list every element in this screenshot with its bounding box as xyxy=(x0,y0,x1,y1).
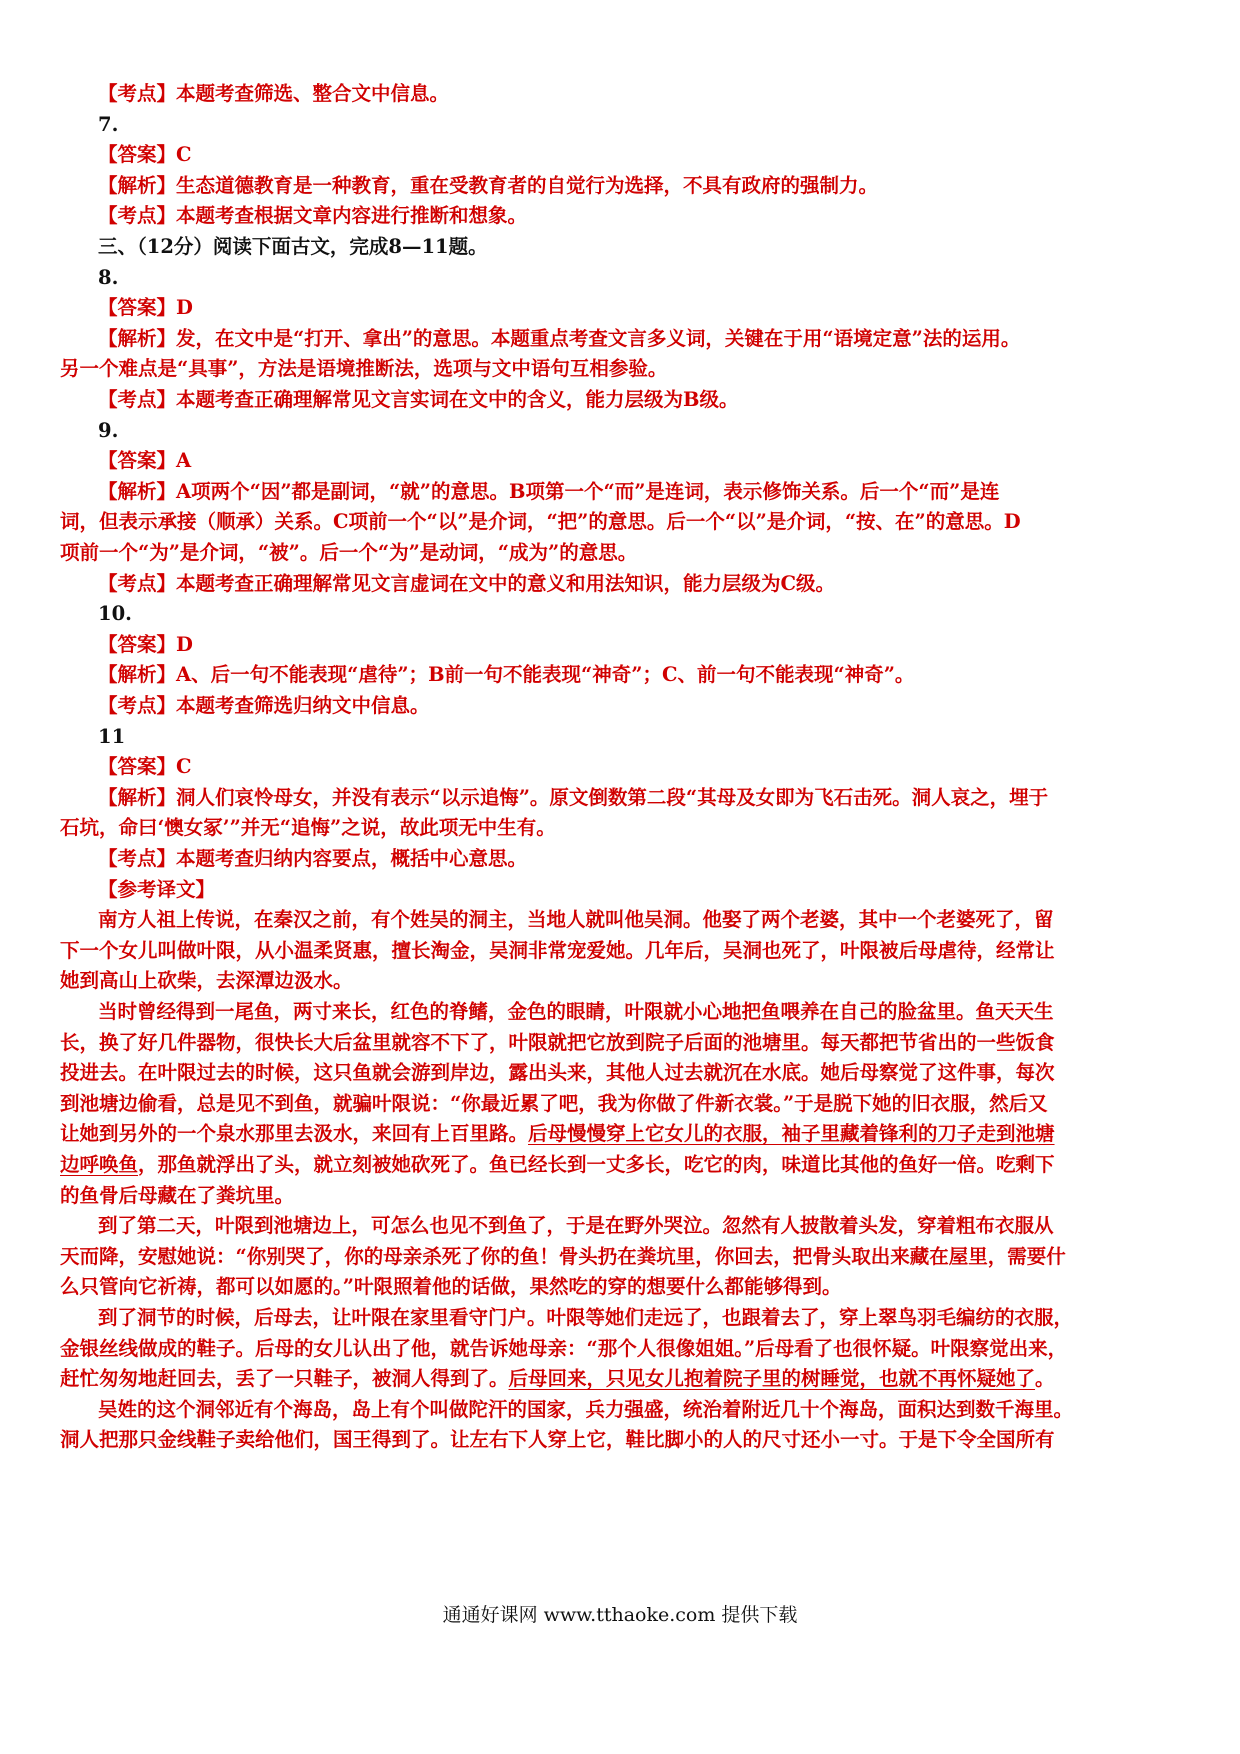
text-segment: 。 xyxy=(1035,1367,1055,1391)
text-line: 【解析】洞人们哀怜母女，并没有表示“以示追悔”。原文倒数第二段“其母及女即为飞石击死。洞人哀之，埋于 xyxy=(98,785,1049,809)
text-line: 南方人祖上传说，在秦汉之前，有个姓吴的洞主，当地人就叫他吴洞。他娶了两个老婆，其中一个老婆死了，留 xyxy=(98,908,1054,932)
text-line: 【考点】本题考查归纳内容要点，概括中心意思。 xyxy=(98,847,528,870)
text-line: 【考点】本题考查正确理解常见文言虚词在文中的意义和用法知识，能力层级为C级。 xyxy=(98,571,836,595)
text-line: 当时曾经得到一尾鱼，两寸来长，红色的脊鳍，金色的眼睛，叶限就小心地把鱼喂养在自己的脸盆里。鱼天天生 xyxy=(98,1000,1054,1023)
text-line: 【解析】发，在文中是“打开、拿出”的意思。本题重点考查文言多义词，关键在于用“语境定意”法的运用。 xyxy=(98,326,1021,350)
text-line: 她到高山上砍柴，去深潭边汲水。 xyxy=(60,969,353,993)
text-line: 的鱼骨后母藏在了粪坑里。 xyxy=(60,1183,295,1207)
text-line: 到了洞节的时候，后母去，让叶限在家里看守门户。叶限等她们走远了，也跟着去了，穿上翠鸟羽毛编纺的衣服， xyxy=(98,1306,1074,1329)
underlined-text: 边呼唤鱼 xyxy=(60,1153,139,1176)
text-line: 【答案】C xyxy=(98,755,192,779)
text-line: 【解析】A、后一句不能表现“虐待”；B前一句不能表现“神奇”；C、前一句不能表现“神奇”。 xyxy=(98,663,915,687)
text-line: 【考点】本题考查根据文章内容进行推断和想象。 xyxy=(98,204,528,228)
text-line: 【考点】本题考查筛选、整合文中信息。 xyxy=(98,82,450,105)
text-line: 【答案】D xyxy=(98,296,193,320)
text-line: 石坑，命曰‘懊女冢’”并无“追悔”之说，故此项无中生有。 xyxy=(60,816,556,840)
text-line: 8. xyxy=(98,265,119,289)
text-line: 10. xyxy=(98,602,132,626)
text-line: 下一个女儿叫做叶限，从小温柔贤惠，擅长淘金，吴洞非常宠爱她。几年后，吴洞也死了，叶限被后母虐待，经常让 xyxy=(60,938,1055,962)
text-line: 【解析】A项两个“因”都是副词，“就”的意思。B项第一个“而”是连词，表示修饰关系。后一个“而”是连 xyxy=(98,479,1000,503)
text-line: 投进去。在叶限过去的时候，这只鱼就会游到岸边，露出头来，其他人过去就沉在水底。她后母察觉了这件事，每次 xyxy=(60,1061,1055,1085)
text-line: 另一个难点是“具事”，方法是语境推断法，选项与文中语句互相参验。 xyxy=(60,357,668,381)
text-line: 【答案】A xyxy=(98,449,192,473)
text-line: 金银丝线做成的鞋子。后母的女儿认出了他，就告诉她母亲：“那个人很像姐姐。”后母看了也很怀疑。叶限察觉出来， xyxy=(60,1336,1068,1360)
text-line: 【考点】本题考查筛选归纳文中信息。 xyxy=(98,694,430,717)
text-line: 么只管向它祈祷，都可以如愿的。”叶限照着他的话做，果然吃的穿的想要什么都能够得到。 xyxy=(60,1275,842,1299)
text-line: 【答案】C xyxy=(98,143,192,167)
text-line: 项前一个“为”是介词，“被”。后一个“为”是动词，“成为”的意思。 xyxy=(60,541,638,564)
text-line: 【答案】D xyxy=(98,632,193,656)
underlined-text: 后母慢慢穿上它女儿的衣服，袖子里藏着锋利的刀子走到池塘 xyxy=(528,1122,1055,1146)
text-line: 7. xyxy=(98,112,119,136)
underlined-text: 后母回来，只见女儿抱着院子里的树睡觉，也就不再怀疑她了 xyxy=(508,1367,1036,1391)
page-footer: 通通好课网 www.tthaoke.com 提供下载 xyxy=(442,1604,798,1626)
text-line: 词，但表示承接（顺承）关系。C项前一个“以”是介词，“把”的意思。后一个“以”是介词，“按、在”的意思。D xyxy=(60,510,1021,534)
text-line: 三、（12分）阅读下面古文，完成8—11题。 xyxy=(98,235,488,258)
text-segment: ，那鱼就浮出了头，就立刻被她砍死了。鱼已经长到一丈多长，吃它的肉，味道比其他的鱼好一倍。吃剩下 xyxy=(138,1153,1055,1176)
text-line xyxy=(60,1363,1180,1395)
text-segment: 让她到另外的一个泉水那里去汲水，来回有上百里路。 xyxy=(60,1122,529,1146)
text-line: 【解析】生态道德教育是一种教育，重在受教育者的自觉行为选择，不具有政府的强制力。 xyxy=(98,173,879,197)
text-line: 天而降，安慰她说：“你别哭了，你的母亲杀死了你的鱼！骨头扔在粪坑里，你回去，把骨头取出来藏在屋里，需要什 xyxy=(60,1244,1066,1268)
text-line: 长，换了好几件器物，很快长大后盆里就容不下了，叶限就把它放到院子后面的池塘里。每天都把节省出的一些饭食 xyxy=(60,1030,1055,1054)
text-line: 到了第二天，叶限到池塘边上，可怎么也见不到鱼了，于是在野外哭泣。忽然有人披散着头发，穿着粗布衣服从 xyxy=(98,1214,1054,1238)
text-line: 【参考译文】 xyxy=(98,877,216,901)
text-line: 【考点】本题考查正确理解常见文言实词在文中的含义，能力层级为B级。 xyxy=(98,388,739,411)
text-segment: 赶忙匆匆地赶回去，丢了一只鞋子，被洞人得到了。 xyxy=(60,1367,509,1391)
text-line xyxy=(60,1149,1180,1181)
text-line xyxy=(60,1118,1180,1150)
text-line: 9. xyxy=(98,418,119,442)
text-line: 吴姓的这个洞邻近有个海岛，岛上有个叫做陀汗的国家，兵力强盛，统治着附近几十个海岛，面积达到数千海里。 xyxy=(98,1397,1074,1421)
text-line: 11 xyxy=(98,724,126,748)
text-line: 洞人把那只金线鞋子卖给他们，国王得到了。让左右下人穿上它，鞋比脚小的人的尺寸还小一寸。于是下令全国所有 xyxy=(60,1428,1055,1452)
text-line: 到池塘边偷看，总是见不到鱼，就骗叶限说：“你最近累了吧，我为你做了件新衣裳。”于是脱下她的旧衣服，然后又 xyxy=(60,1091,1048,1115)
